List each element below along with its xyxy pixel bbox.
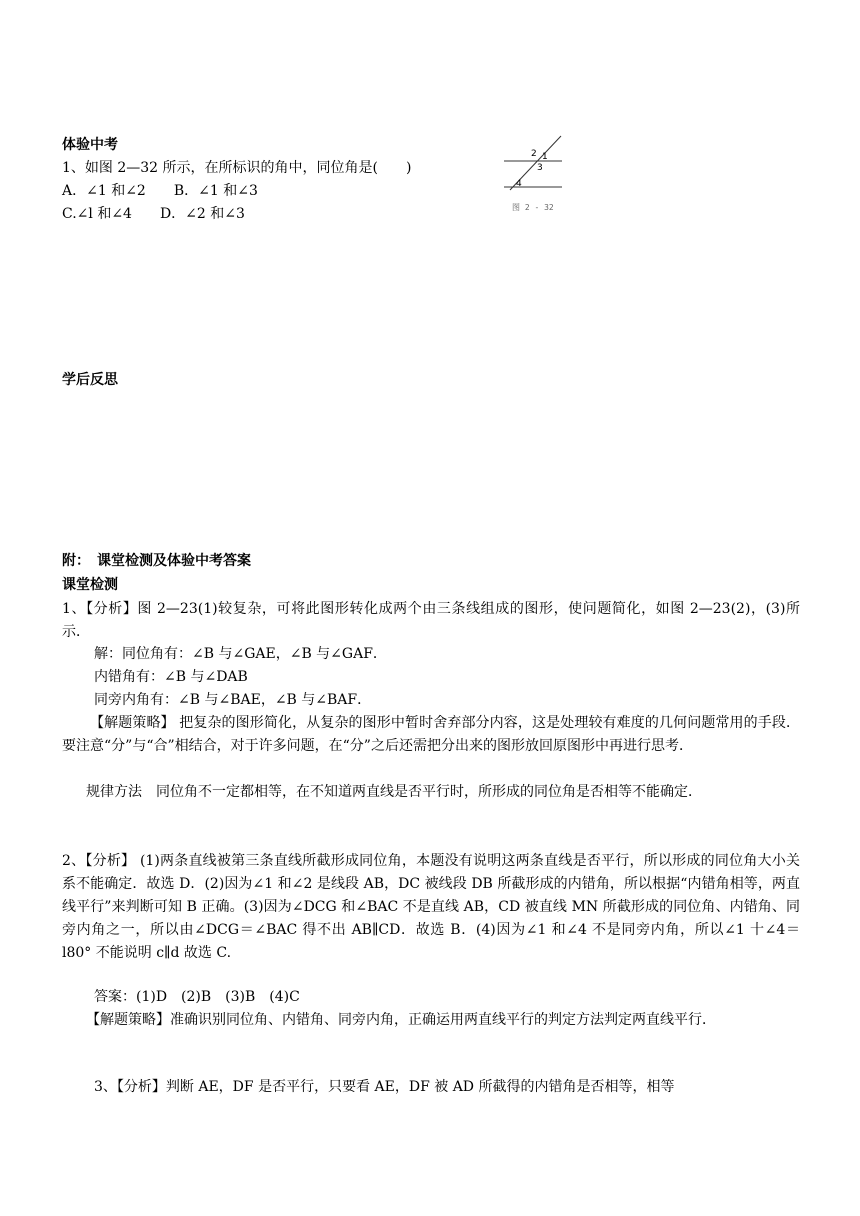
figure-caption: 图 2 - 32 [512, 203, 554, 212]
answer-1-solution-interior: 同旁内角有：∠B 与∠BAE，∠B 与∠BAF． [94, 692, 372, 708]
answer-2-strategy: 【解题策略】准确识别同位角、内错角、同旁内角，正确运用两直线平行的判定方法判定两直线平行． [86, 1012, 716, 1028]
answer-2-analysis: 2、【分析】 (1)两条直线被第三条直线所截形成同位角，本题没有说明这两条直线是否平行，所以形成的同位角大小关系不能确定．故选 D．(2)因为∠1 和∠2 是线段 AB，DC 被线段 DB 所截形成的内错角，所以根据“内错角相等，两直线平行”来判断可知 B 正确。(3)因为∠DCG 和∠BAC 不是直线 AB，CD 被直线 MN 所截形成的同位角、内错角、同旁内角之一，所以由∠DCG＝∠BAC 得不出 AB∥CD．故选 B．(4)因为∠1 和∠4 不是同旁内角，所以∠1 十∠4＝l80° 不能说明 c∥d 故选 C. [62, 853, 800, 961]
angle-label-2: 2 [531, 149, 537, 159]
answer-1-strategy: 【解题策略】 把复杂的图形简化，从复杂的图形中暂时舍弃部分内容，这是处理较有难度的几何问题常用的手段．要注意“分”与“合”相结合，对于许多问题，在“分”之后还需把分出来的图形放回原图形中再进行思考． [62, 715, 800, 754]
answer-2-answers: 答案：(1)D (2)B (3)B (4)C [94, 989, 300, 1005]
angle-label-3: 3 [537, 163, 543, 173]
section-heading-exam: 体验中考 [62, 137, 118, 153]
appendix-subheading: 课堂检测 [62, 577, 118, 593]
figure-2-32 [498, 128, 568, 213]
question-1-options-ab: A．∠1 和∠2 B．∠1 和∠3 [62, 183, 258, 199]
angle-label-4: 4 [516, 179, 522, 189]
answer-1-solution-alternate: 内错角有：∠B 与∠DAB [94, 669, 248, 685]
answer-1-analysis: 1、【分析】图 2—23(1)较复杂，可将此图形转化成两个由三条线组成的图形，使问题简化，如图 2—23(2)，(3)所示． [62, 601, 800, 640]
question-1-options-cd: C.∠l 和∠4 D．∠2 和∠3 [62, 206, 245, 222]
angle-label-1: 1 [542, 152, 548, 162]
appendix-heading: 附： 课堂检测及体验中考答案 [62, 553, 251, 569]
answer-1-solution-corresponding: 解：同位角有：∠B 与∠GAE，∠B 与∠GAF． [94, 646, 387, 662]
question-1: 1、如图 2—32 所示，在所标识的角中，同位角是( ) [62, 160, 412, 176]
answer-1-method: 规律方法 同位角不一定都相等，在不知道两直线是否平行时，所形成的同位角是否相等不能确定． [86, 784, 702, 800]
answer-3-analysis: 3、【分析】判断 AE，DF 是否平行，只要看 AE，DF 被 AD 所截得的内错角是否相等，相等 [94, 1079, 675, 1095]
section-heading-reflection: 学后反思 [62, 372, 118, 388]
